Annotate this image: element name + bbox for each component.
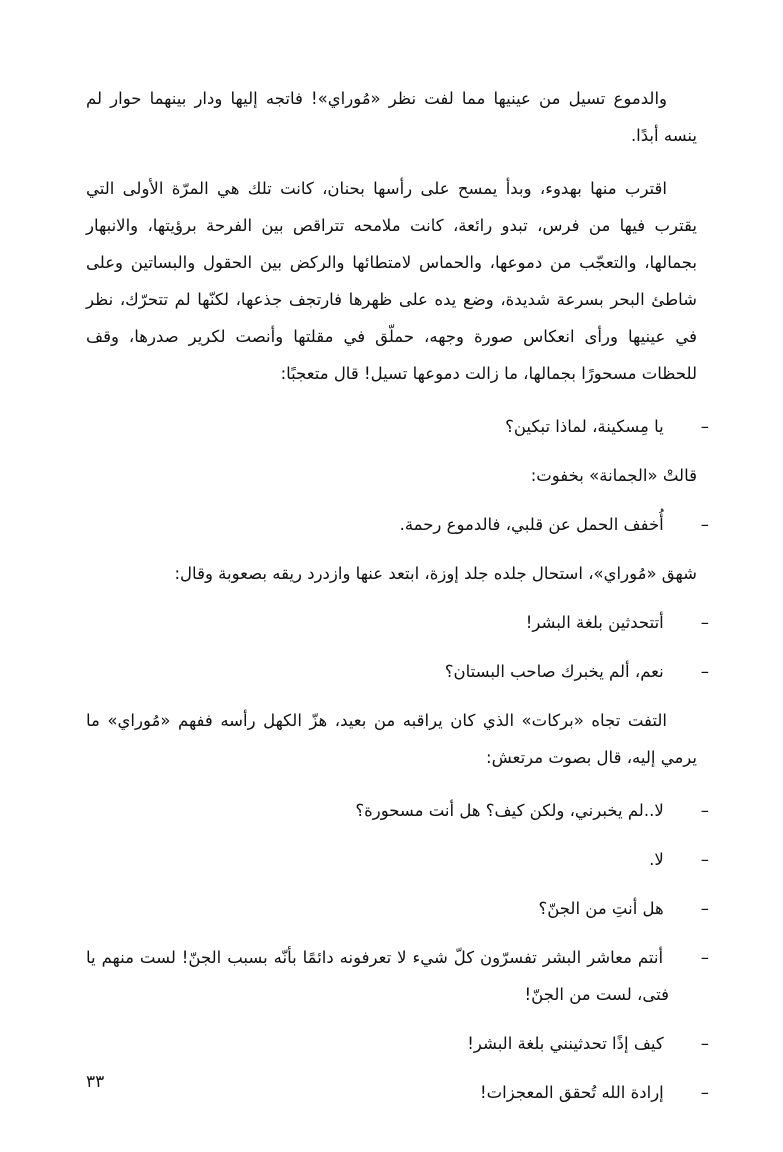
- dialogue-line: [86, 408, 709, 445]
- narration-line: قالتْ «الجمانة» بخفوت:: [530, 466, 697, 485]
- dialogue-dash: –: [700, 417, 709, 436]
- dialogue-dash: –: [700, 1034, 709, 1053]
- dialogue-text: إرادة الله تُحقق المعجزات!: [480, 1083, 664, 1102]
- paragraph: اقترب منها بهدوء، وبدأ يمسح على رأسها بحنان، كانت تلك هي المرّة الأولى التي يقترب فيها من فرس، تبدو رائعة، كانت ملامحه تتراقص بين الفرحة برؤيتها، والانبهار بجمالها، والتعجّب من دموعها، والحماس لامتطائها والركض بين الحقول والبساتين وعلى شاطئ البحر بسرعة شديدة، وضع يده على ظهرها فارتجف جذعها، لكنّها لم تتحرّك، نظر في عينيها ورأى انعكاس صورة وجهه، حملّق في مقلتها وأنصت لكرير صدرها، وقف للحظات مسحورًا بجمالها، ما زالت دموعها تسيل! قال متعجبًا:: [86, 179, 697, 383]
- dialogue-dash: –: [700, 1083, 709, 1102]
- dialogue-line: [86, 841, 709, 878]
- dialogue-dash: –: [700, 613, 709, 632]
- dialogue-dash: –: [700, 850, 709, 869]
- dialogue-dash: –: [700, 801, 709, 820]
- dialogue-dash: –: [700, 948, 709, 967]
- paragraph: التفت تجاه «بركات» الذي كان يراقبه من بعيد، هزّ الكهل رأسه ففهم «مُوراي» ما يرمي إليه، قال بصوت مرتعش:: [86, 711, 697, 767]
- dialogue-dash: –: [700, 899, 709, 918]
- dialogue-line: [86, 604, 709, 641]
- dialogue-text: كيف إذًا تحدثينني بلغة البشر!: [467, 1034, 664, 1053]
- dialogue-text: هل أنتِ من الجنّ؟: [538, 899, 664, 918]
- dialogue-line: [86, 939, 709, 1013]
- dialogue-dash: –: [700, 662, 709, 681]
- dialogue-text: أنتم معاشر البشر تفسرّون كلّ شيء لا تعرفونه دائمًا بأنّه بسبب الجنّ! لست منهم يا فتى، لست من الجنّ!: [86, 948, 669, 1004]
- dialogue-line: [86, 792, 709, 829]
- dialogue-text: أُخفف الحمل عن قلبي، فالدموع رحمة.: [399, 515, 664, 534]
- dialogue-line: [86, 653, 709, 690]
- page-body-text: [86, 80, 709, 1123]
- dialogue-text: لا..لم يخبرني، ولكن كيف؟ هل أنت مسحورة؟: [355, 801, 664, 820]
- dialogue-dash: –: [700, 515, 709, 534]
- dialogue-line: [86, 1074, 709, 1111]
- dialogue-text: نعم، ألم يخبرك صاحب البستان؟: [444, 662, 664, 681]
- page-number: ٣٣: [86, 1072, 105, 1092]
- dialogue-text: أتتحدثين بلغة البشر!: [525, 613, 664, 632]
- dialogue-line: [86, 1025, 709, 1062]
- dialogue-line: [86, 506, 709, 543]
- narration-line: شهق «مُوراي»، استحال جلده جلد إوزة، ابتعد عنها وازدرد ريقه بصعوبة وقال:: [174, 564, 697, 583]
- dialogue-text: يا مِسكينة، لماذا تبكين؟: [505, 417, 664, 436]
- paragraph: والدموع تسيل من عينيها مما لفت نظر «مُوراي»! فاتجه إليها ودار بينهما حوار لم ينسه أبدًا.: [86, 89, 697, 145]
- dialogue-text: لا.: [649, 850, 664, 869]
- dialogue-line: [86, 890, 709, 927]
